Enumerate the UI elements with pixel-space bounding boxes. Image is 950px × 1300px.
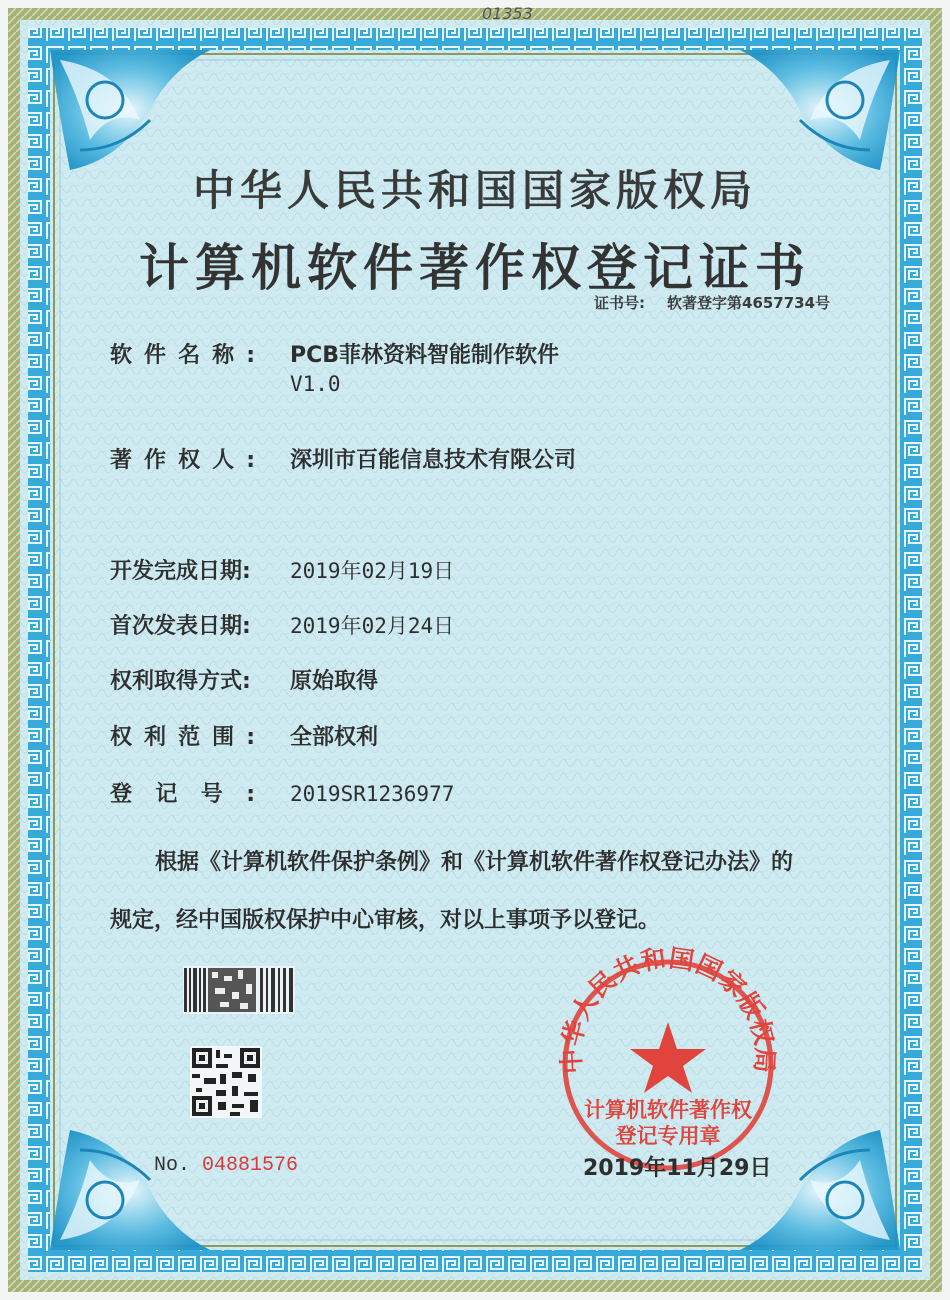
acquisition-method-value: 原始取得 [290,669,379,694]
software-name-label: 软件名称: [110,343,255,368]
first-publish-date-label: 首次发表日期: [110,614,251,639]
seal-line-1: 计算机软件著作权 [584,1098,752,1122]
field-first-publish-date [110,611,454,642]
acquisition-method-label: 权利取得方式: [110,669,251,694]
registration-number-value: 2019SR1236977 [290,782,455,806]
field-rights-scope [110,723,378,753]
statement-line-2: 规定，经中国版权保护中心审核，对以上事项予以登记。 [110,908,661,933]
software-name-value: PCB菲林资料智能制作软件 [290,343,560,368]
document-title: 计算机软件著作权登记证书 [139,239,811,297]
handwritten-note: 01353 [482,4,533,23]
copyright-owner-value: 深圳市百能信息技术有限公司 [290,448,577,473]
field-development-date [110,556,454,587]
serial-prefix: No. [154,1154,191,1177]
issue-date: 2019年11月29日 [583,1156,772,1181]
certificate-number-value: 软著登字第4657734号 [667,294,831,312]
certificate-number [594,292,830,313]
serial-value: 04881576 [202,1154,299,1177]
barcode-icon [183,966,295,1014]
statement-line-1: 根据《计算机软件保护条例》和《计算机软件著作权登记办法》的 [155,850,794,875]
certificate-number-label: 证书号: [594,294,645,312]
software-version-value: V1.0 [290,372,341,396]
first-publish-date-value: 2019年02月24日 [290,614,455,638]
rights-scope-value: 全部权利 [290,725,379,750]
registration-number-label: 登记号: [110,782,255,807]
serial-number [154,1154,298,1177]
development-date-value: 2019年02月19日 [290,559,455,583]
rights-scope-label: 权利范围: [110,725,255,750]
qr-code-icon [190,1046,262,1118]
copyright-owner-label: 著作权人: [110,448,255,473]
field-software-name [110,341,559,371]
field-copyright-owner [110,446,576,476]
field-registration-number [110,779,454,810]
field-acquisition-method [110,667,378,697]
seal-line-2: 登记专用章 [615,1124,721,1148]
development-date-label: 开发完成日期: [110,559,251,584]
field-software-version [290,369,341,400]
seal-ring-text: 中华人民共和国国家版权局 [556,943,780,1075]
issuer-title: 中华人民共和国国家版权局 [192,166,757,215]
